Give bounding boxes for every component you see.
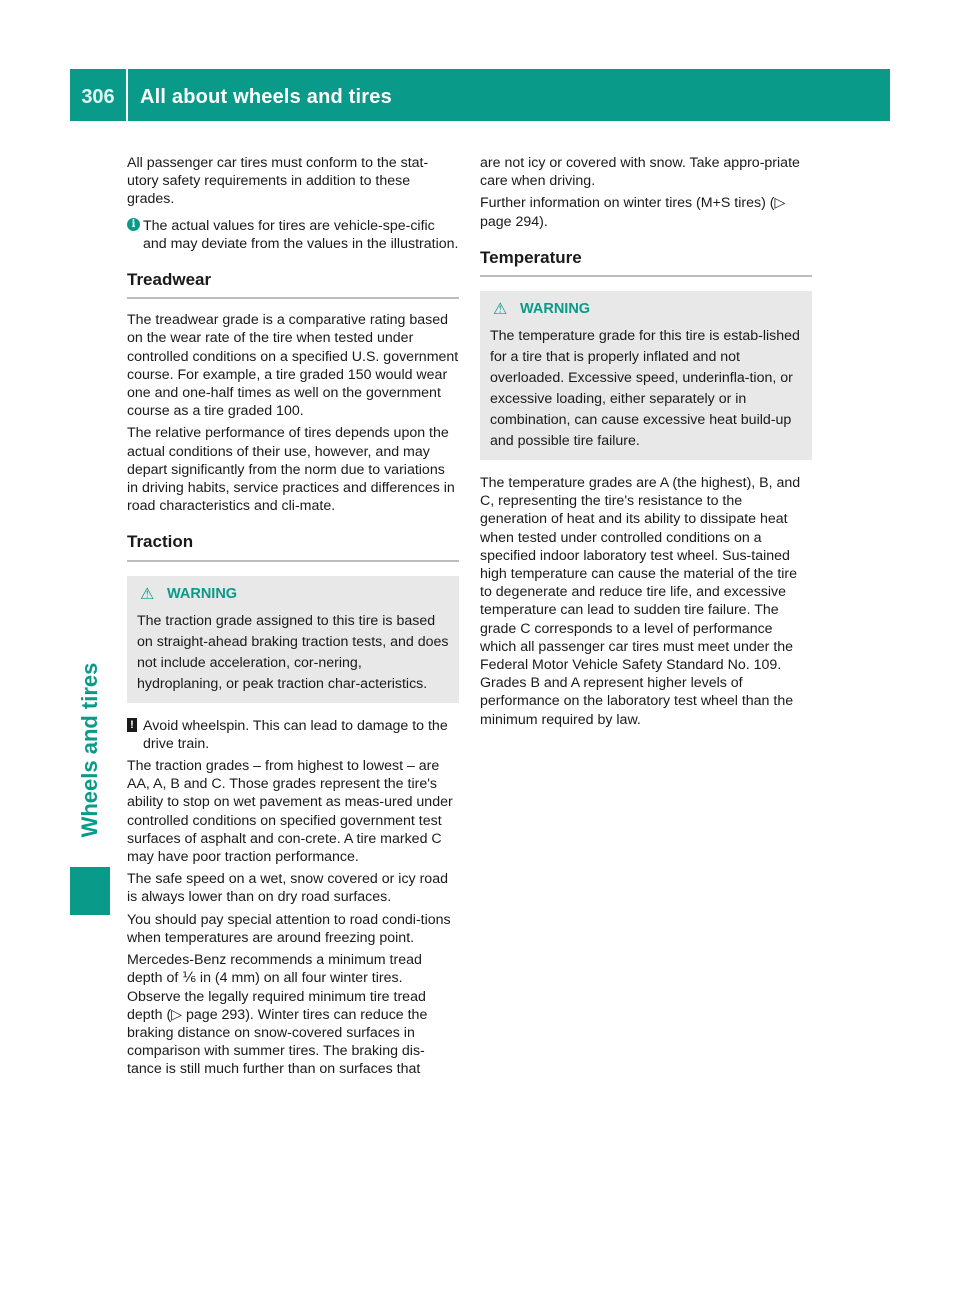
- section-heading-temperature: Temperature: [480, 249, 812, 277]
- temperature-paragraph: The temperature grades are A (the highest), B, and C, representing the tire's resistance to the generation of heat and its ability to dissipate heat when tested under controlled conditions on a specified indoor laboratory test wheel. Sus-tained high temperature can cause the material of the tire to degenerate and reduce tire life, and excessive temperature can lead to sudden tire failure. The grade C corresponds to a level of performance which all passenger car tires must meet under the Federal Motor Vehicle Safety Standard No. 109. Grades B and A represent higher levels of performance on the laboratory test wheel than the minimum required by law.: [480, 475, 801, 728]
- warning-text: The traction grade assigned to this tire is based on straight-ahead braking traction tests, and does not include acceleration, cor-nering, hydroplaning, or peak traction char-acteristics.: [137, 612, 449, 692]
- treadwear-paragraph-2: The relative performance of tires depends upon the actual conditions of their use, however, and may depart significantly from the norm due to variations in driving habits, service practices and differences in road characteristics and cli-mate.: [127, 425, 455, 515]
- continued-paragraph: are not icy or covered with snow. Take appro-priate care when driving.: [480, 155, 800, 190]
- warning-title: ⚠ WARNING: [140, 585, 238, 603]
- page-title: All about wheels and tires: [140, 86, 392, 108]
- section-heading-traction: Traction: [127, 533, 459, 561]
- info-icon: i: [127, 218, 140, 231]
- section-heading-treadwear: Treadwear: [127, 271, 459, 299]
- page-header: [70, 69, 890, 121]
- warning-triangle-icon: ⚠: [493, 301, 508, 319]
- intro-paragraph: All passenger car tires must conform to the stat-utory safety requirements in addition to these grades.: [127, 155, 429, 208]
- warning-text: The temperature grade for this tire is estab-lished for a tire that is properly inflated and not overloaded. Excessive speed, underinfla-tion, or excessive loading, either separately or in combination, can cause excessive heat build-up and possible tire failure.: [490, 328, 800, 450]
- info-note: [127, 217, 459, 253]
- right-column: [480, 154, 812, 733]
- info-note-text: The actual values for tires are vehicle-spe-cific and may deviate from the values in the illustration.: [143, 217, 459, 252]
- treadwear-paragraph-1: The treadwear grade is a comparative rating based on the wear rate of the tire when tested under controlled conditions on a specified U.S. government course. For example, a tire graded 150 would wear one and one-half times as well on the government course as a tire graded 100.: [127, 312, 459, 420]
- winter-tires-reference: Further information on winter tires (M+S tires) (▷ page 294).: [480, 195, 786, 230]
- page-number: 306: [81, 86, 115, 108]
- left-column: [127, 154, 459, 1083]
- traction-paragraph-3: You should pay special attention to road condi-tions when temperatures are around freezing point.: [127, 911, 451, 946]
- chapter-marker-block: [70, 867, 110, 915]
- warning-title: ⚠ WARNING: [493, 301, 591, 319]
- chapter-side-tab: [70, 640, 110, 915]
- caution-note-text: Avoid wheelspin. This can lead to damage to the drive train.: [143, 717, 448, 752]
- traction-paragraph-4: Mercedes-Benz recommends a minimum tread depth of ⅙ in (4 mm) on all four winter tires. Observe the legally required minimum tire tread depth (▷ page 293). Winter tires can reduce the braking distance on snow-covered surfaces in comparison with summer tires. The braking dis-tance is still much further than on surfaces that: [127, 952, 428, 1078]
- traction-paragraph-1: The traction grades – from highest to lowest – are AA, A, B and C. Those grades represent the tire's ability to stop on wet pavement as meas-ured under controlled conditions on specified government test surfaces of asphalt and con-crete. A tire marked C may have poor traction performance.: [127, 758, 453, 866]
- temperature-warning-box: [480, 291, 812, 460]
- traction-paragraph-2: The safe speed on a wet, snow covered or icy road is always lower than on dry road surfaces.: [127, 871, 448, 906]
- warning-triangle-icon: ⚠: [140, 585, 155, 603]
- caution-note: [127, 717, 459, 753]
- exclamation-icon: !: [127, 718, 137, 732]
- chapter-label: Wheels and tires: [77, 662, 102, 838]
- traction-warning-box: [127, 576, 459, 703]
- header-divider: [126, 69, 128, 121]
